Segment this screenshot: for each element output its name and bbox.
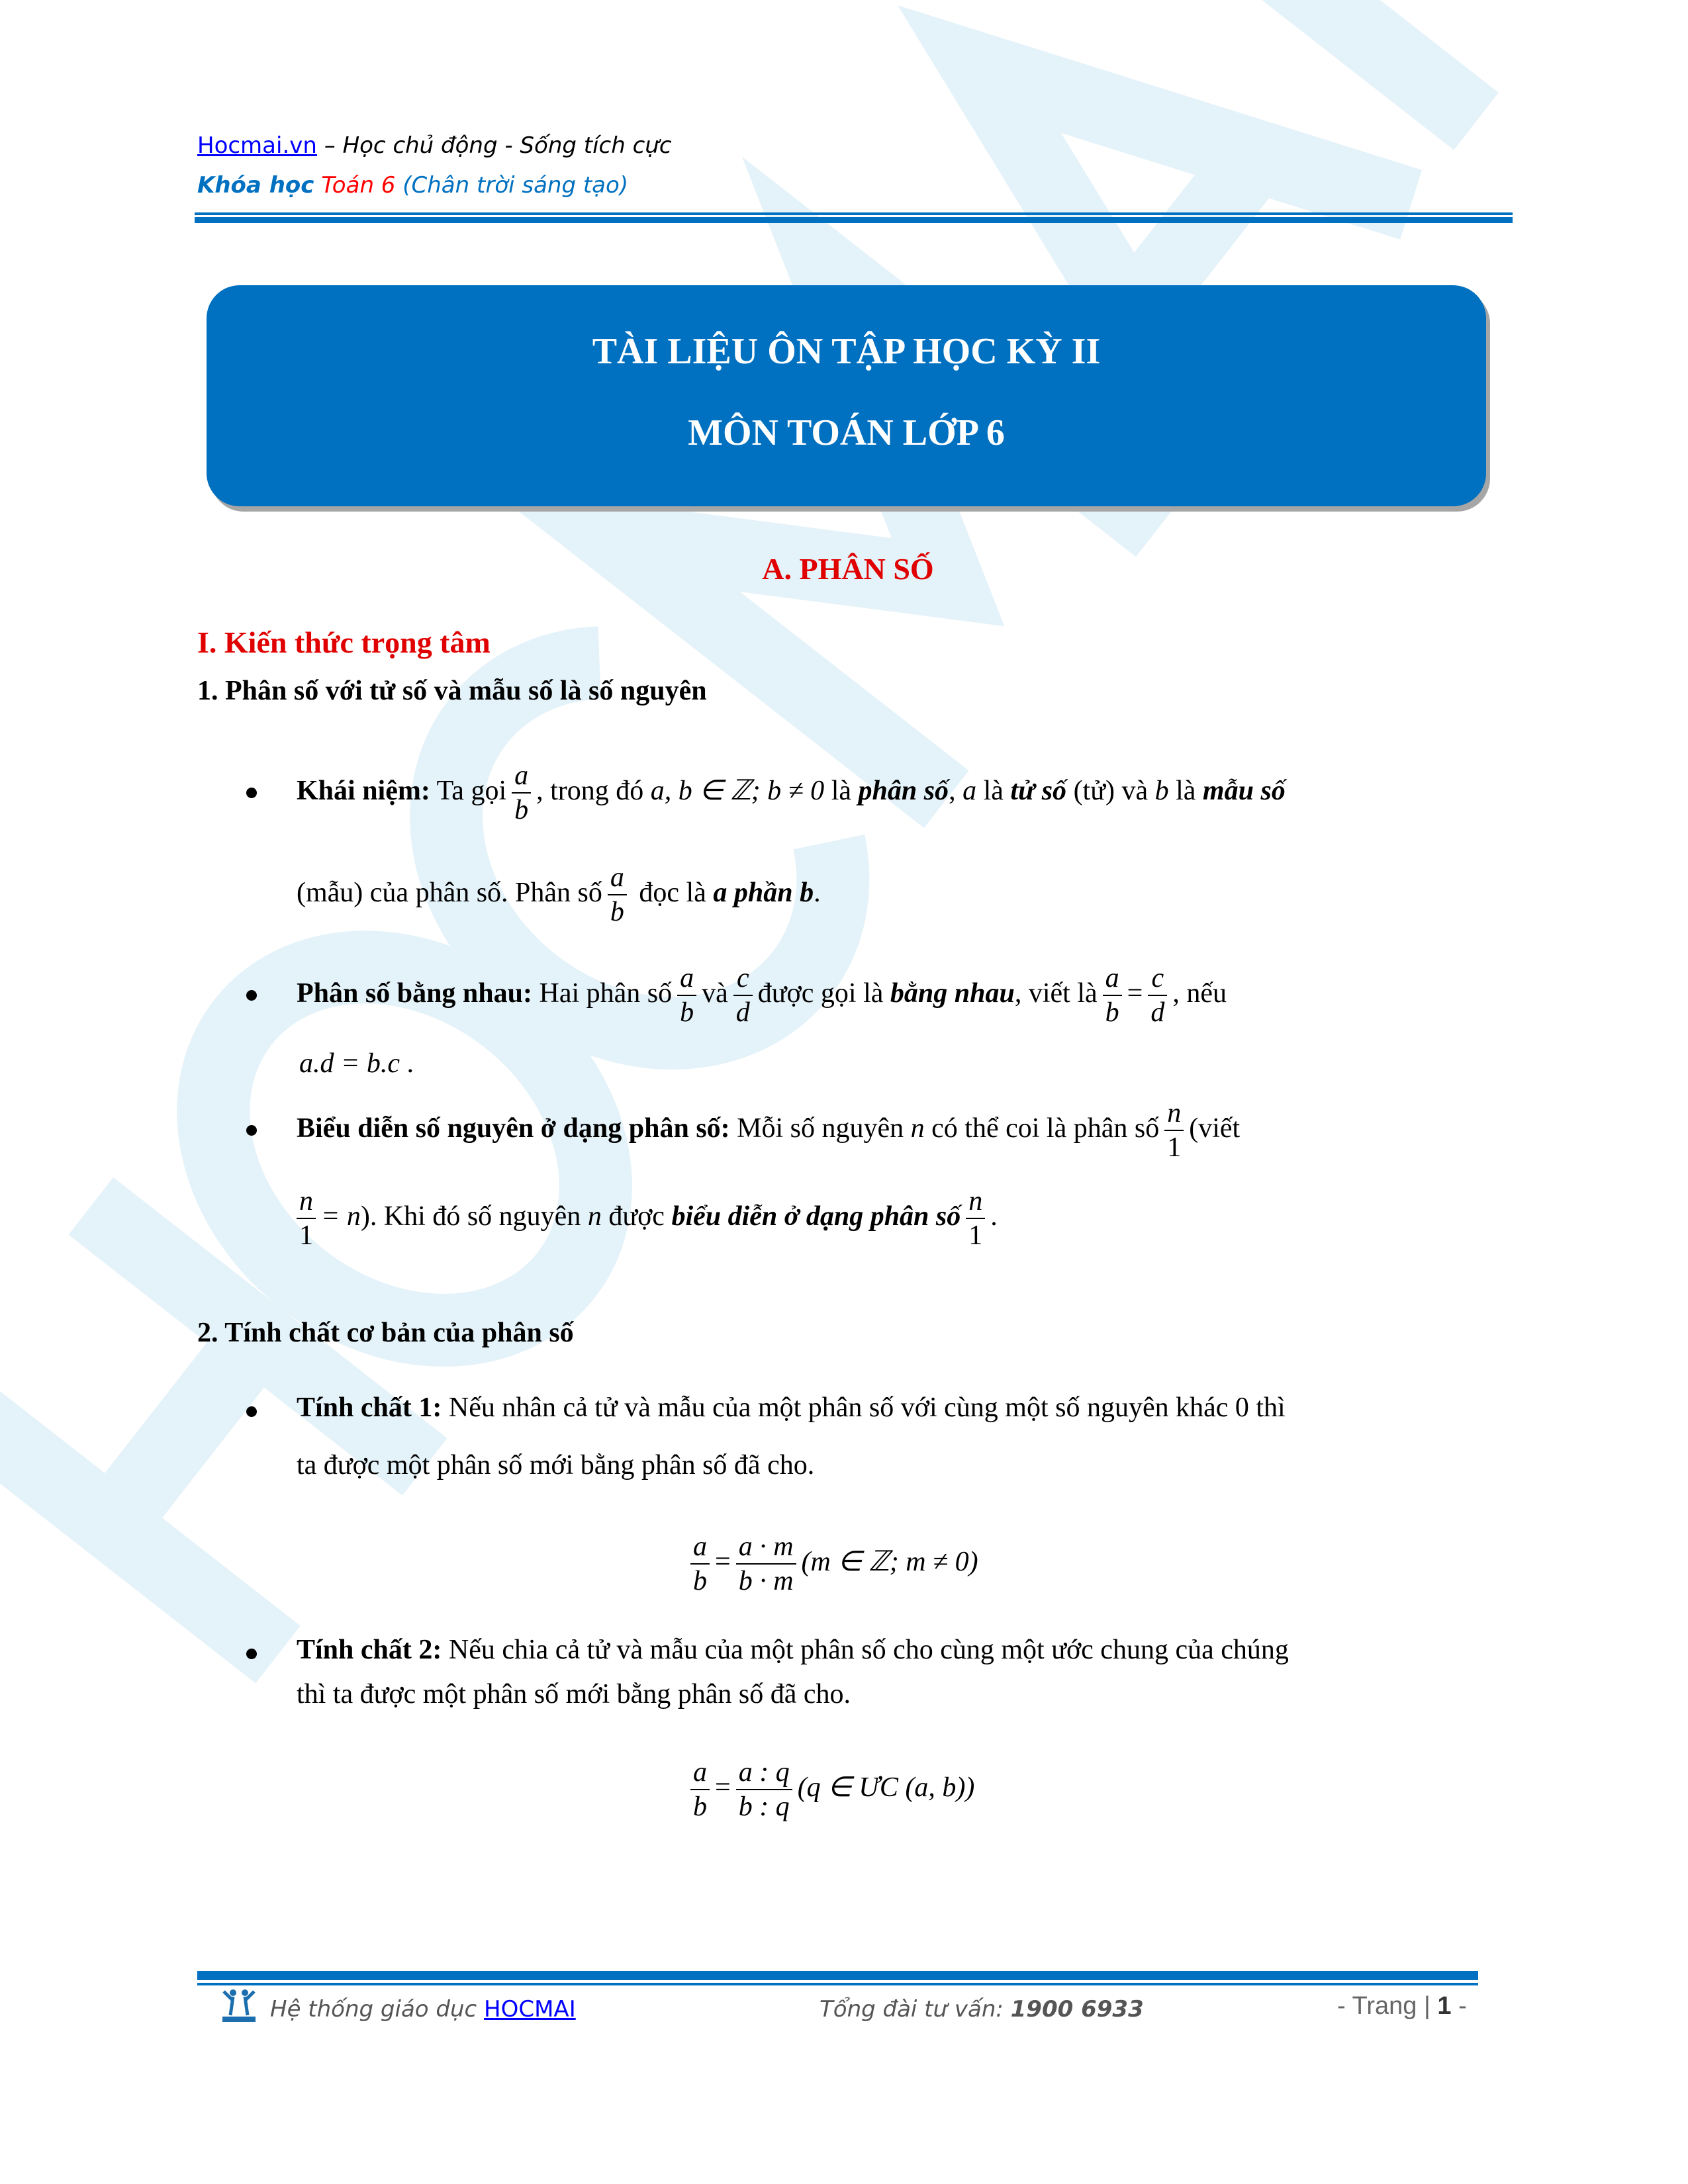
fraction (608, 861, 627, 929)
text: , viết là (1014, 978, 1098, 1009)
subheading-1: 1. Phân số với tử số và mẫu số là số nguyên (197, 676, 707, 706)
text: Mỗi số nguyên (729, 1113, 911, 1144)
text: (mẫu) của phân số. Phân số (297, 878, 602, 908)
text: là (976, 776, 1011, 806)
property-2-line-2: thì ta được một phân số mới bằng phân số đã cho. (297, 1679, 851, 1709)
bullet (246, 1649, 257, 1659)
header-rule (195, 212, 1513, 215)
footer-rule-thick (197, 1971, 1478, 1980)
course-series: (Chân trời sáng tạo) (402, 172, 629, 199)
fraction (512, 759, 531, 827)
math: n (910, 1113, 925, 1144)
fraction (677, 962, 696, 1029)
fraction (736, 1530, 796, 1598)
definition-line-1 (297, 754, 1286, 827)
text: . (399, 1048, 414, 1079)
condition: (m ∈ ℤ; m ≠ 0) (801, 1547, 978, 1577)
math: = n (321, 1201, 361, 1232)
header-line-2 (197, 172, 628, 199)
hotline-number: 1900 6933 (1010, 1996, 1144, 2023)
numerator: a (1103, 962, 1122, 996)
equal-fractions-line-2 (299, 1048, 414, 1079)
fraction (690, 1756, 710, 1823)
site-link[interactable]: Hocmai.vn (197, 132, 317, 159)
numerator: a (690, 1756, 710, 1790)
fraction (736, 1756, 792, 1823)
emphasis: tử số (1010, 776, 1067, 806)
bullet (246, 990, 257, 1001)
text: là (824, 776, 859, 806)
numerator: a : q (736, 1756, 792, 1790)
course-subject: Toán 6 (321, 172, 396, 199)
condition: (q ∈ ƯC (a, b)) (797, 1772, 975, 1803)
numerator: a (512, 759, 531, 794)
bullet (246, 788, 257, 798)
header-line-1 (197, 132, 672, 159)
numerator: a (608, 861, 627, 895)
fraction (733, 962, 753, 1029)
definition-line-2 (297, 856, 821, 929)
text: được (601, 1201, 672, 1232)
equals: = (715, 1547, 731, 1577)
denominator: b : q (738, 1792, 790, 1823)
text: , trong đó (536, 776, 651, 806)
banner-title: TÀI LIỆU ÔN TẬP HỌC KỲ II (592, 331, 1101, 372)
brand-link[interactable]: HOCMAI (484, 1996, 576, 2023)
equals: = (1127, 978, 1143, 1009)
fraction (1103, 962, 1122, 1029)
text: Nếu chia cả tử và mẫu của một phân số cho cùng một ước chung của chúng (442, 1635, 1289, 1665)
text: ). Khi đó số nguyên (360, 1201, 588, 1232)
property-1-line-2: ta được một phân số mới bằng phân số đã cho. (297, 1450, 815, 1480)
numerator: c (1148, 962, 1167, 996)
numerator: c (733, 962, 753, 996)
text: có thể coi là phân số (924, 1113, 1160, 1144)
fraction (966, 1185, 985, 1252)
denominator: 1 (1167, 1132, 1182, 1163)
denominator: b (693, 1566, 707, 1597)
bullet (246, 1125, 257, 1136)
label: Phân số bằng nhau: (297, 978, 532, 1009)
emphasis: phân số (858, 776, 949, 806)
course-label: Khóa học (197, 172, 314, 199)
header-rule-thick (195, 217, 1513, 223)
denominator: b (514, 795, 529, 826)
math: a (962, 776, 977, 806)
bullet (246, 1406, 257, 1417)
numerator: n (966, 1185, 985, 1219)
numerator: a · m (736, 1530, 796, 1565)
text: là (1168, 776, 1203, 806)
label: Biểu diễn số nguyên ở dạng phân số: (297, 1113, 730, 1144)
numerator: a (690, 1530, 710, 1565)
text: . (990, 1201, 998, 1232)
emphasis: bằng nhau (890, 978, 1015, 1009)
equals: = (715, 1772, 731, 1803)
property-1-formula (685, 1525, 978, 1598)
math: a.d = b.c (299, 1048, 400, 1079)
math: b (1154, 776, 1169, 806)
section-title: A. PHÂN SỐ (762, 552, 934, 586)
numerator: a (677, 962, 696, 996)
property-2-line-1 (297, 1634, 1289, 1666)
text: (tử) và (1066, 776, 1155, 806)
text: Tổng đài tư vấn: (820, 1996, 1011, 2023)
denominator: b (1105, 997, 1119, 1028)
fraction (1164, 1097, 1184, 1164)
subheading-2: 2. Tính chất cơ bản của phân số (197, 1318, 574, 1348)
math: a, b ∈ ℤ; b ≠ 0 (650, 776, 825, 806)
label: Khái niệm: (297, 776, 430, 806)
label: Tính chất 2: (297, 1635, 442, 1665)
fraction (1148, 962, 1167, 1029)
banner-subtitle: MÔN TOÁN LỚP 6 (688, 412, 1005, 453)
math: n (587, 1201, 602, 1232)
integer-fraction-line-1 (297, 1092, 1240, 1165)
emphasis: a phần b (713, 878, 814, 908)
fraction (297, 1185, 316, 1252)
emphasis: biểu diễn ở dạng phân số (671, 1201, 961, 1232)
text: được gọi là (757, 978, 890, 1009)
text: , (949, 776, 963, 806)
emphasis: mẫu số (1202, 776, 1286, 806)
text: (viết (1189, 1113, 1241, 1144)
denominator: 1 (299, 1220, 313, 1251)
hocmai-logo-icon (220, 1989, 258, 2026)
page: 1 (1437, 1992, 1452, 2020)
denominator: d (1150, 997, 1165, 1028)
footer-system (270, 1996, 576, 2023)
text: Hai phân số (532, 978, 673, 1009)
text: Nếu nhân cả tử và mẫu của một phân số với cùng một số nguyên khác 0 thì (442, 1392, 1286, 1423)
numerator: n (297, 1185, 316, 1219)
page-number (1337, 1992, 1467, 2021)
text: - (1451, 1992, 1467, 2020)
denominator: 1 (968, 1220, 983, 1251)
numerator: n (1164, 1097, 1184, 1131)
integer-fraction-line-2 (291, 1180, 998, 1253)
denominator: b (610, 897, 624, 928)
footer-rule (197, 1983, 1478, 1985)
property-1-line-1 (297, 1392, 1286, 1424)
footer-hotline (820, 1996, 1144, 2023)
text: đọc là (632, 878, 714, 908)
equal-fractions-line-1 (297, 957, 1227, 1030)
slogan: – Học chủ động - Sống tích cực (316, 132, 672, 159)
denominator: d (735, 997, 750, 1028)
text: Hệ thống giáo dục (270, 1996, 485, 2023)
title-banner (207, 285, 1486, 506)
text: - Trang | (1337, 1992, 1438, 2020)
text: và (702, 978, 728, 1009)
part-heading: I. Kiến thức trọng tâm (197, 625, 491, 659)
denominator: b · m (738, 1566, 794, 1597)
text: Ta gọi (430, 776, 507, 806)
label: Tính chất 1: (297, 1392, 442, 1423)
fraction (690, 1530, 710, 1598)
text: . (814, 878, 821, 908)
denominator: b (693, 1792, 707, 1823)
denominator: b (680, 997, 694, 1028)
property-2-formula (685, 1751, 974, 1824)
text: , nếu (1172, 978, 1227, 1009)
